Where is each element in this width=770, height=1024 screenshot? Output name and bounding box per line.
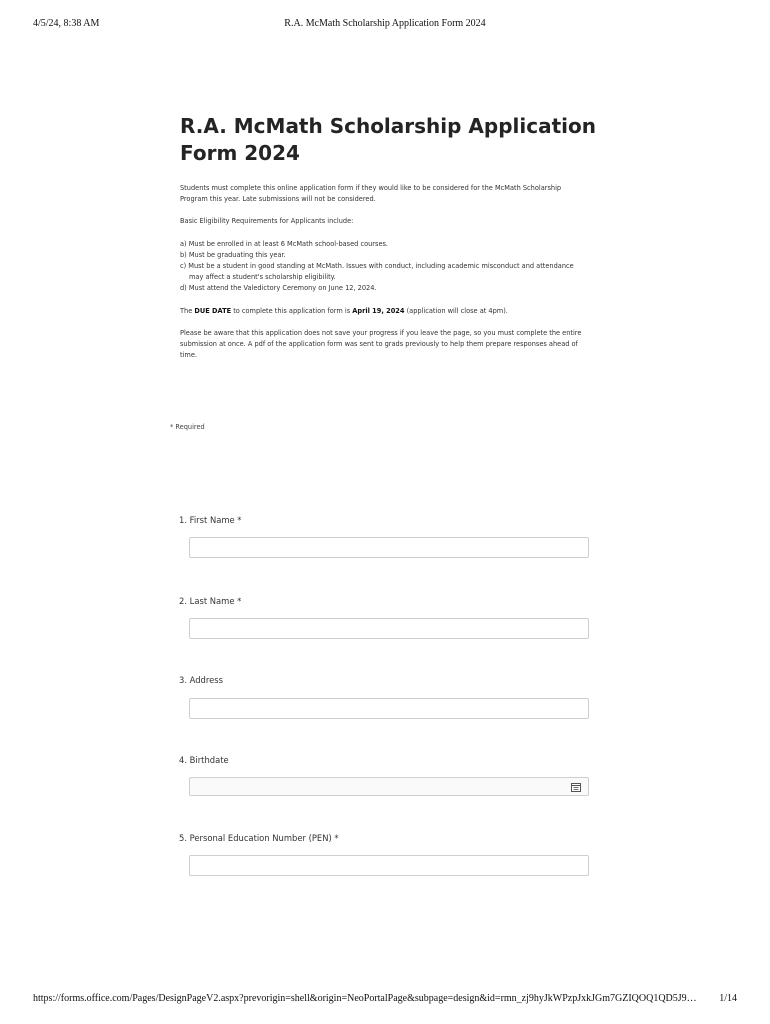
birthdate-input[interactable] xyxy=(189,777,589,796)
requirements-heading: Basic Eligibility Requirements for Applicants include: xyxy=(180,217,354,226)
due-middle: to complete this application form is xyxy=(233,306,351,315)
requirements-list xyxy=(180,239,590,295)
calendar-icon[interactable] xyxy=(571,782,581,792)
question-first-name xyxy=(179,515,591,529)
requirement-item: d) Must attend the Valedictory Ceremony on June 12, 2024. xyxy=(180,284,377,293)
requirement-item: c) Must be a student in good standing at McMath. Issues with conduct, including academic misconduct and attendance may affect a student's scholarship eligibility. xyxy=(180,262,574,282)
first-name-input[interactable] xyxy=(189,537,589,558)
question-address xyxy=(179,675,591,689)
due-label: DUE DATE xyxy=(194,306,232,315)
requirement-item: b) Must be graduating this year. xyxy=(180,250,286,259)
question-label: 2. Last Name * xyxy=(179,596,242,606)
question-pen xyxy=(179,833,591,847)
print-date: 4/5/24, 8:38 AM xyxy=(33,18,100,29)
question-label: 4. Birthdate xyxy=(179,755,229,765)
requirement-item: a) Must be enrolled in at least 6 McMath school-based courses. xyxy=(180,239,389,248)
question-last-name xyxy=(179,596,591,610)
print-document-title: R.A. McMath Scholarship Application Form 2024 xyxy=(284,18,486,29)
question-label: 5. Personal Education Number (PEN) * xyxy=(179,833,339,843)
page-number: 1/14 xyxy=(719,993,737,1004)
address-input[interactable] xyxy=(189,698,589,719)
form-description xyxy=(180,183,590,372)
due-suffix: (application will close at 4pm). xyxy=(406,306,508,315)
due-date-text xyxy=(180,306,590,317)
required-note: * Required xyxy=(170,423,205,431)
intro-text: Students must complete this online application form if they would like to be considered for the McMath Scholarship Program this year. Late submissions will not be considered. xyxy=(180,184,562,204)
last-name-input[interactable] xyxy=(189,618,589,639)
due-prefix: The xyxy=(180,306,193,315)
question-label: 1. First Name * xyxy=(179,515,242,525)
due-date: April 19, 2024 xyxy=(352,306,405,315)
question-birthdate xyxy=(179,755,591,769)
notice-text: Please be aware that this application does not save your progress if you leave the page, so you must complete the entire submission at once. A pdf of the application form was sent to grads previously to help them prepare responses ahead of time. xyxy=(180,328,582,360)
form-title: R.A. McMath Scholarship Application Form 2024 xyxy=(180,114,596,165)
pen-input[interactable] xyxy=(189,855,589,876)
page-url: https://forms.office.com/Pages/DesignPageV2.aspx?prevorigin=shell&origin=NeoPortalPage&subpage=design&id=rmn_zj9hyJkWPzpJxkJGm7GZIQOQ1QD5J9… xyxy=(33,993,697,1004)
question-label: 3. Address xyxy=(179,675,224,685)
